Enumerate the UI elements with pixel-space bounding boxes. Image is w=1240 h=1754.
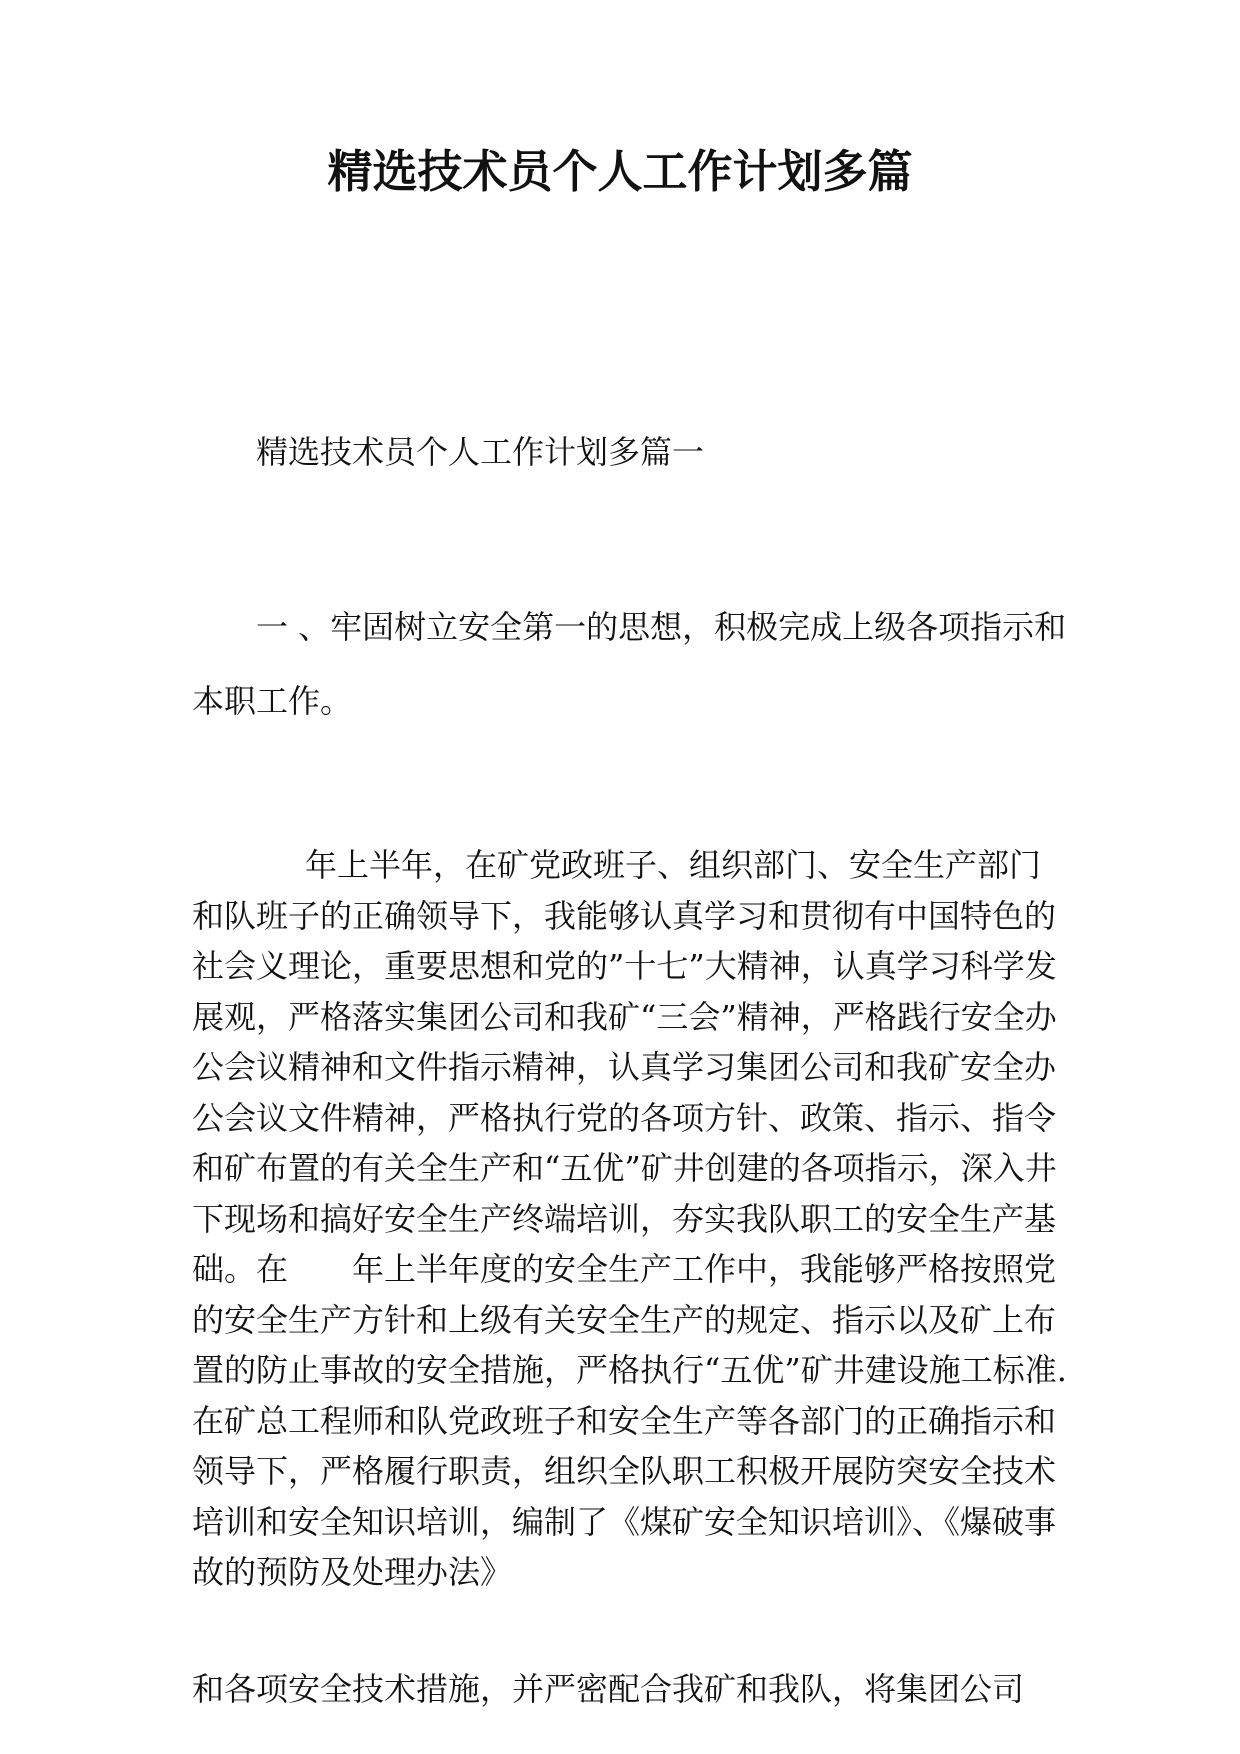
section-heading: 精选技术员个人工作计划多篇一 [256,433,705,471]
item-heading: 一 、牢固树立安全第一的思想，积极完成上级各项指示和本职工作。 [192,608,1067,720]
continued-paragraph: 和各项安全技术措施，并严密配合我矿和我队，将集团公司 [192,1670,1025,1708]
page-title: 精选技术员个人工作计划多篇 [327,145,913,198]
body-paragraph: 年上半年，在矿党政班子、组织部门、安全生产部门和队班子的正确领导下，我能够认真学习和贯彻有中国特色的社会义理论，重要思想和党的”十七”大精神，认真学习科学发展观，严格落实集团公司和我矿“三会”精神，严格践行安全办公会议精神和文件指示精神，认真学习集团公司和我矿安全办公会议文件精神，严格执行党的各项方针、政策、指示、指令和矿布置的有关全生产和“五优”矿井创建的各项指示，深入井下现场和搞好安全生产终端培训，夯实我队职工的安全生产基础。在 年上半年度的安全生产工作中，我能够严格按照党的安全生产方针和上级有关安全生产的规定、指示以及矿上布置的防止事故的安全措施，严格执行“五优”矿井建设施工标准.在矿总工程师和队党政班子和安全生产等各部门的正确指示和领导下，严格履行职责，组织全队职工积极开展防突安全技术培训和安全知识培训，编制了《煤矿安全知识培训》、《爆破事故的预防及处理办法》 [192,846,1067,1591]
